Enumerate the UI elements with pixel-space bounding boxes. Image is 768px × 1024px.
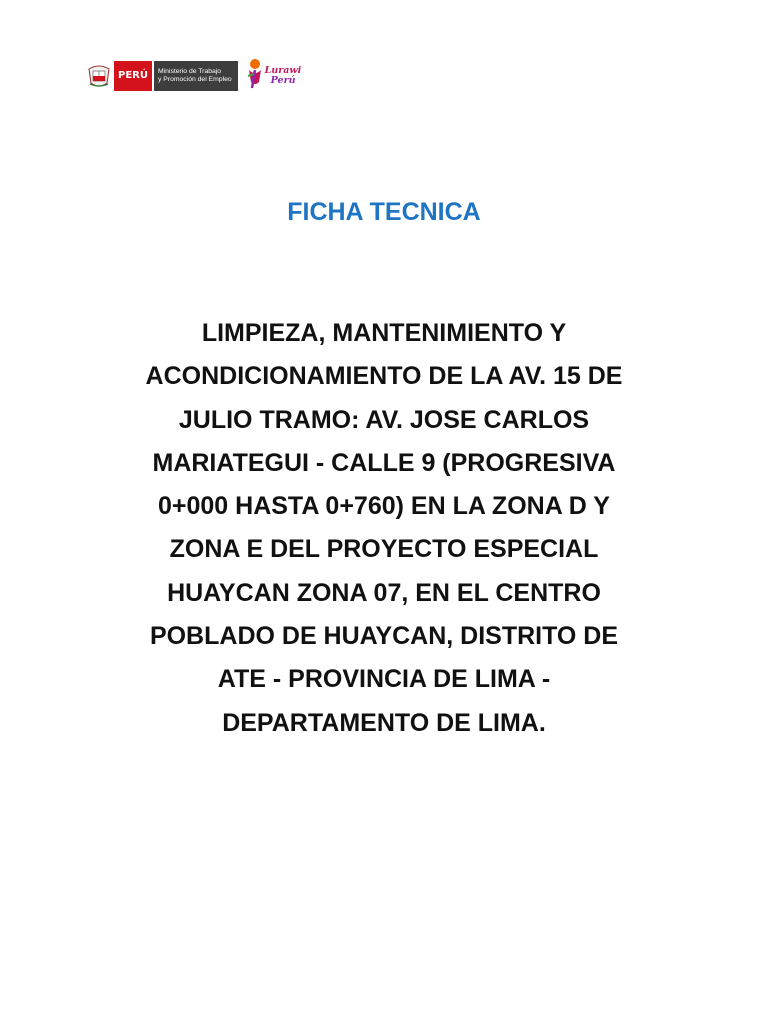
peru-label: PERÚ (114, 61, 152, 91)
description-line: HUAYCAN ZONA 07, EN EL CENTRO (167, 578, 601, 607)
description-line: POBLADO DE HUAYCAN, DISTRITO DE (149, 622, 619, 651)
description-line: JULIO TRAMO: AV. JOSE CARLOS (178, 405, 590, 434)
lurawi-wordmark (265, 66, 302, 86)
lurawi-logo (246, 56, 302, 95)
document-title: FICHA TECNICA (287, 198, 481, 226)
ministry-line-2: y Promoción del Empleo (157, 75, 232, 83)
description-line: MARIATEGUI - CALLE 9 (PROGRESIVA (152, 448, 616, 477)
lurawi-logo-icon (246, 56, 264, 95)
ministry-logo (114, 61, 238, 91)
peru-coat-of-arms-icon (86, 63, 112, 89)
ministry-line-1: Ministerio de Trabajo (157, 67, 222, 75)
lurawi-line-2: Perú (270, 74, 296, 86)
description-line: ACONDICIONAMIENTO DE LA AV. 15 DE (145, 362, 623, 391)
ministry-name (152, 61, 238, 91)
description-line: 0+000 HASTA 0+760) EN LA ZONA D Y (157, 492, 610, 521)
description-line: DEPARTAMENTO DE LIMA. (222, 708, 546, 737)
lurawi-line-1: Lurawi (264, 64, 302, 76)
project-description (104, 312, 664, 745)
document-header (86, 56, 301, 95)
description-line: ATE - PROVINCIA DE LIMA - (217, 665, 551, 694)
description-line: LIMPIEZA, MANTENIMIENTO Y (201, 319, 567, 347)
description-line: ZONA E DEL PROYECTO ESPECIAL (169, 535, 599, 564)
